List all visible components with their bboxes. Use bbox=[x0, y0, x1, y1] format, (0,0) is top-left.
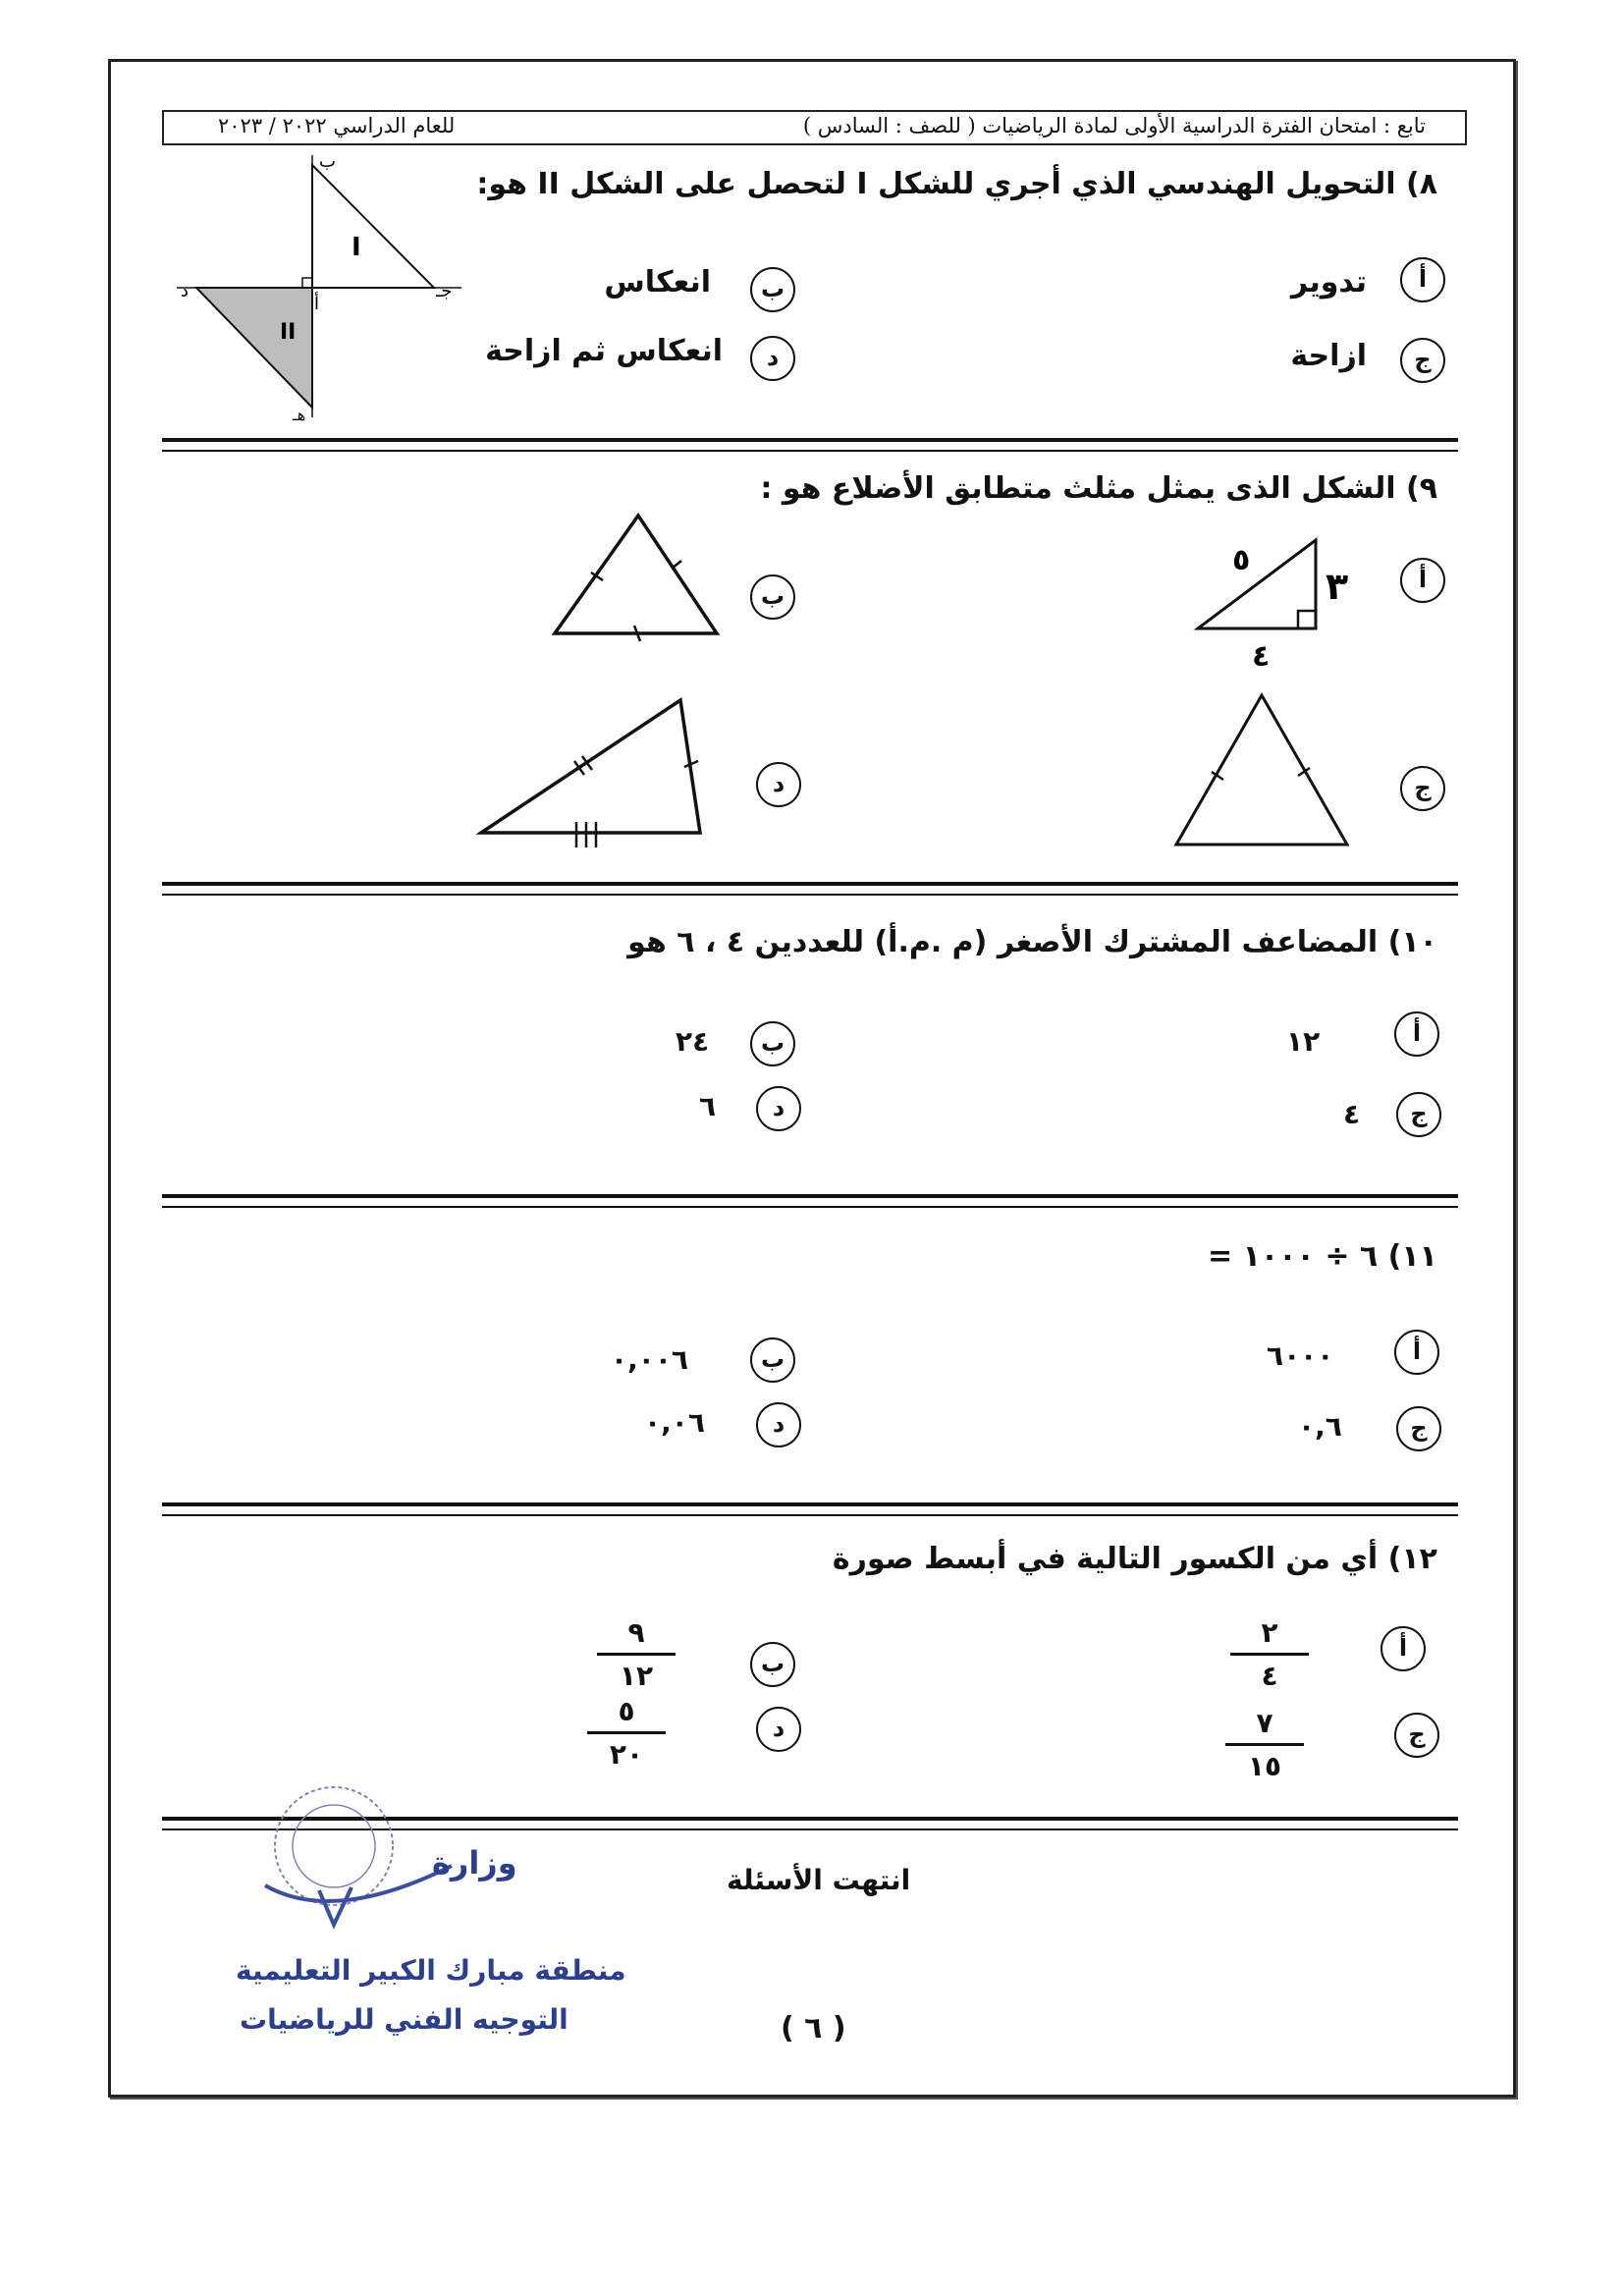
fraction-bar bbox=[1230, 1653, 1309, 1656]
exam-header bbox=[162, 110, 1467, 145]
q11-option-a-circle[interactable]: أ bbox=[1394, 1330, 1439, 1375]
q9-option-d-circle[interactable]: د bbox=[756, 762, 801, 807]
q12-option-b-fraction[interactable] bbox=[597, 1616, 676, 1692]
question-8-text: ٨) التحويل الهندسي الذي أجري للشكل I لتحصل على الشكل II هو: bbox=[476, 167, 1437, 201]
fraction-bar bbox=[587, 1731, 666, 1734]
q12-option-a-circle[interactable]: أ bbox=[1380, 1626, 1426, 1671]
separator-4 bbox=[162, 1502, 1458, 1516]
q12-option-d-circle[interactable]: د bbox=[756, 1707, 801, 1752]
q8-option-b-circle[interactable]: ب bbox=[750, 267, 795, 312]
q12-d-numerator: ٥ bbox=[618, 1695, 635, 1727]
q10-option-c-circle[interactable]: ج bbox=[1396, 1092, 1441, 1137]
q12-option-d-fraction[interactable] bbox=[587, 1695, 666, 1771]
separator-3 bbox=[162, 1194, 1458, 1208]
tri-a-leg: ٣ bbox=[1326, 565, 1349, 608]
header-title: تابع : امتحان الفترة الدراسية الأولى لمادة الرياضيات ( للصف : السادس ) bbox=[802, 114, 1426, 137]
q9-option-b-circle[interactable]: ب bbox=[750, 574, 795, 620]
q12-d-denominator: ٢٠ bbox=[609, 1738, 644, 1771]
question-10-text: ١٠) المضاعف المشترك الأصغر (م .م.أ) للعددين ٤ ، ٦ هو bbox=[627, 925, 1437, 959]
vertex-a: أ bbox=[314, 294, 320, 314]
stamp-line-2: منطقة مبارك الكبير التعليمية bbox=[236, 1954, 626, 1987]
q11-option-a-text[interactable]: ٦٠٠٠ bbox=[1267, 1339, 1334, 1372]
q11-option-c-text[interactable]: ٠,٦ bbox=[1298, 1410, 1342, 1443]
q9-option-c-circle[interactable]: ج bbox=[1400, 766, 1445, 811]
q11-option-d-circle[interactable]: د bbox=[756, 1402, 801, 1447]
q12-b-denominator: ١٢ bbox=[619, 1660, 654, 1692]
q12-b-numerator: ٩ bbox=[627, 1616, 645, 1649]
q8-option-c-text[interactable]: ازاحة bbox=[1290, 339, 1367, 373]
right-angle-mark bbox=[302, 278, 312, 288]
q12-a-numerator: ٢ bbox=[1261, 1616, 1278, 1649]
question-9-text: ٩) الشكل الذى يمثل مثلث متطابق الأضلاع هو : bbox=[760, 471, 1437, 506]
page-number: ( ٦ ) bbox=[781, 2011, 846, 2046]
q8-option-c-circle[interactable]: ج bbox=[1400, 338, 1445, 383]
vertex-b: ب bbox=[319, 151, 336, 172]
q11-option-d-text[interactable]: ٠,٠٦ bbox=[644, 1406, 705, 1439]
q10-option-d-text[interactable]: ٦ bbox=[699, 1090, 717, 1122]
q11-option-c-circle[interactable]: ج bbox=[1396, 1406, 1441, 1451]
q8-option-d-text[interactable]: انعكاس ثم ازاحة bbox=[485, 334, 723, 368]
q12-c-denominator: ١٥ bbox=[1247, 1750, 1282, 1782]
q11-option-b-text[interactable]: ٠,٠٠٦ bbox=[611, 1343, 688, 1376]
q9-figure-d bbox=[476, 692, 712, 859]
triangle-I bbox=[312, 165, 434, 288]
q9-figure-b bbox=[550, 506, 727, 643]
q10-option-a-text[interactable]: ١٢ bbox=[1286, 1025, 1321, 1058]
q8-option-a-text[interactable]: تدوير bbox=[1290, 265, 1367, 300]
separator-1 bbox=[162, 438, 1458, 452]
q8-figure bbox=[177, 147, 491, 422]
q12-option-c-circle[interactable]: ج bbox=[1394, 1713, 1439, 1758]
q10-option-a-circle[interactable]: أ bbox=[1394, 1011, 1439, 1057]
fraction-bar bbox=[597, 1653, 676, 1656]
stamp-line-3: التوجيه الفني للرياضيات bbox=[240, 2003, 568, 2036]
triangle-II bbox=[196, 288, 312, 408]
question-11-text: ١١) ٦ ÷ ١٠٠٠ = bbox=[1208, 1239, 1437, 1274]
q9-figure-a bbox=[1188, 530, 1365, 668]
q12-option-c-fraction[interactable] bbox=[1225, 1707, 1304, 1782]
label-I: I bbox=[352, 233, 361, 262]
label-II: II bbox=[280, 320, 297, 345]
q12-c-numerator: ٧ bbox=[1256, 1707, 1273, 1739]
q8-option-b-text[interactable]: انعكاس bbox=[604, 265, 711, 300]
q9-figure-c bbox=[1168, 687, 1355, 854]
q10-option-c-text[interactable]: ٤ bbox=[1343, 1098, 1361, 1130]
q10-option-d-circle[interactable]: د bbox=[756, 1086, 801, 1131]
q9-option-a-circle[interactable]: أ bbox=[1400, 558, 1445, 603]
q12-option-a-fraction[interactable] bbox=[1230, 1616, 1309, 1692]
q11-option-b-circle[interactable]: ب bbox=[750, 1337, 795, 1383]
stamp-line-1: وزارة bbox=[432, 1844, 517, 1882]
vertex-d: د bbox=[181, 281, 189, 301]
fraction-bar bbox=[1225, 1743, 1304, 1746]
vertex-h: هـ bbox=[293, 406, 306, 422]
question-12-text: ١٢) أي من الكسور التالية في أبسط صورة bbox=[832, 1542, 1437, 1576]
q8-option-a-circle[interactable]: أ bbox=[1400, 257, 1445, 302]
q12-a-denominator: ٤ bbox=[1261, 1660, 1278, 1692]
header-year: للعام الدراسي ٢٠٢٢ / ٢٠٢٣ bbox=[218, 114, 456, 137]
vertex-j: جـ bbox=[436, 281, 453, 301]
q10-option-b-circle[interactable]: ب bbox=[750, 1021, 795, 1066]
q8-option-d-circle[interactable]: د bbox=[750, 336, 795, 381]
q12-option-b-circle[interactable]: ب bbox=[750, 1642, 795, 1687]
end-of-questions: انتهت الأسئلة bbox=[727, 1864, 911, 1896]
tri-a-base: ٤ bbox=[1252, 639, 1271, 668]
q10-option-b-text[interactable]: ٢٤ bbox=[676, 1025, 710, 1058]
tri-a-hyp: ٥ bbox=[1232, 543, 1251, 577]
separator-2 bbox=[162, 882, 1458, 896]
